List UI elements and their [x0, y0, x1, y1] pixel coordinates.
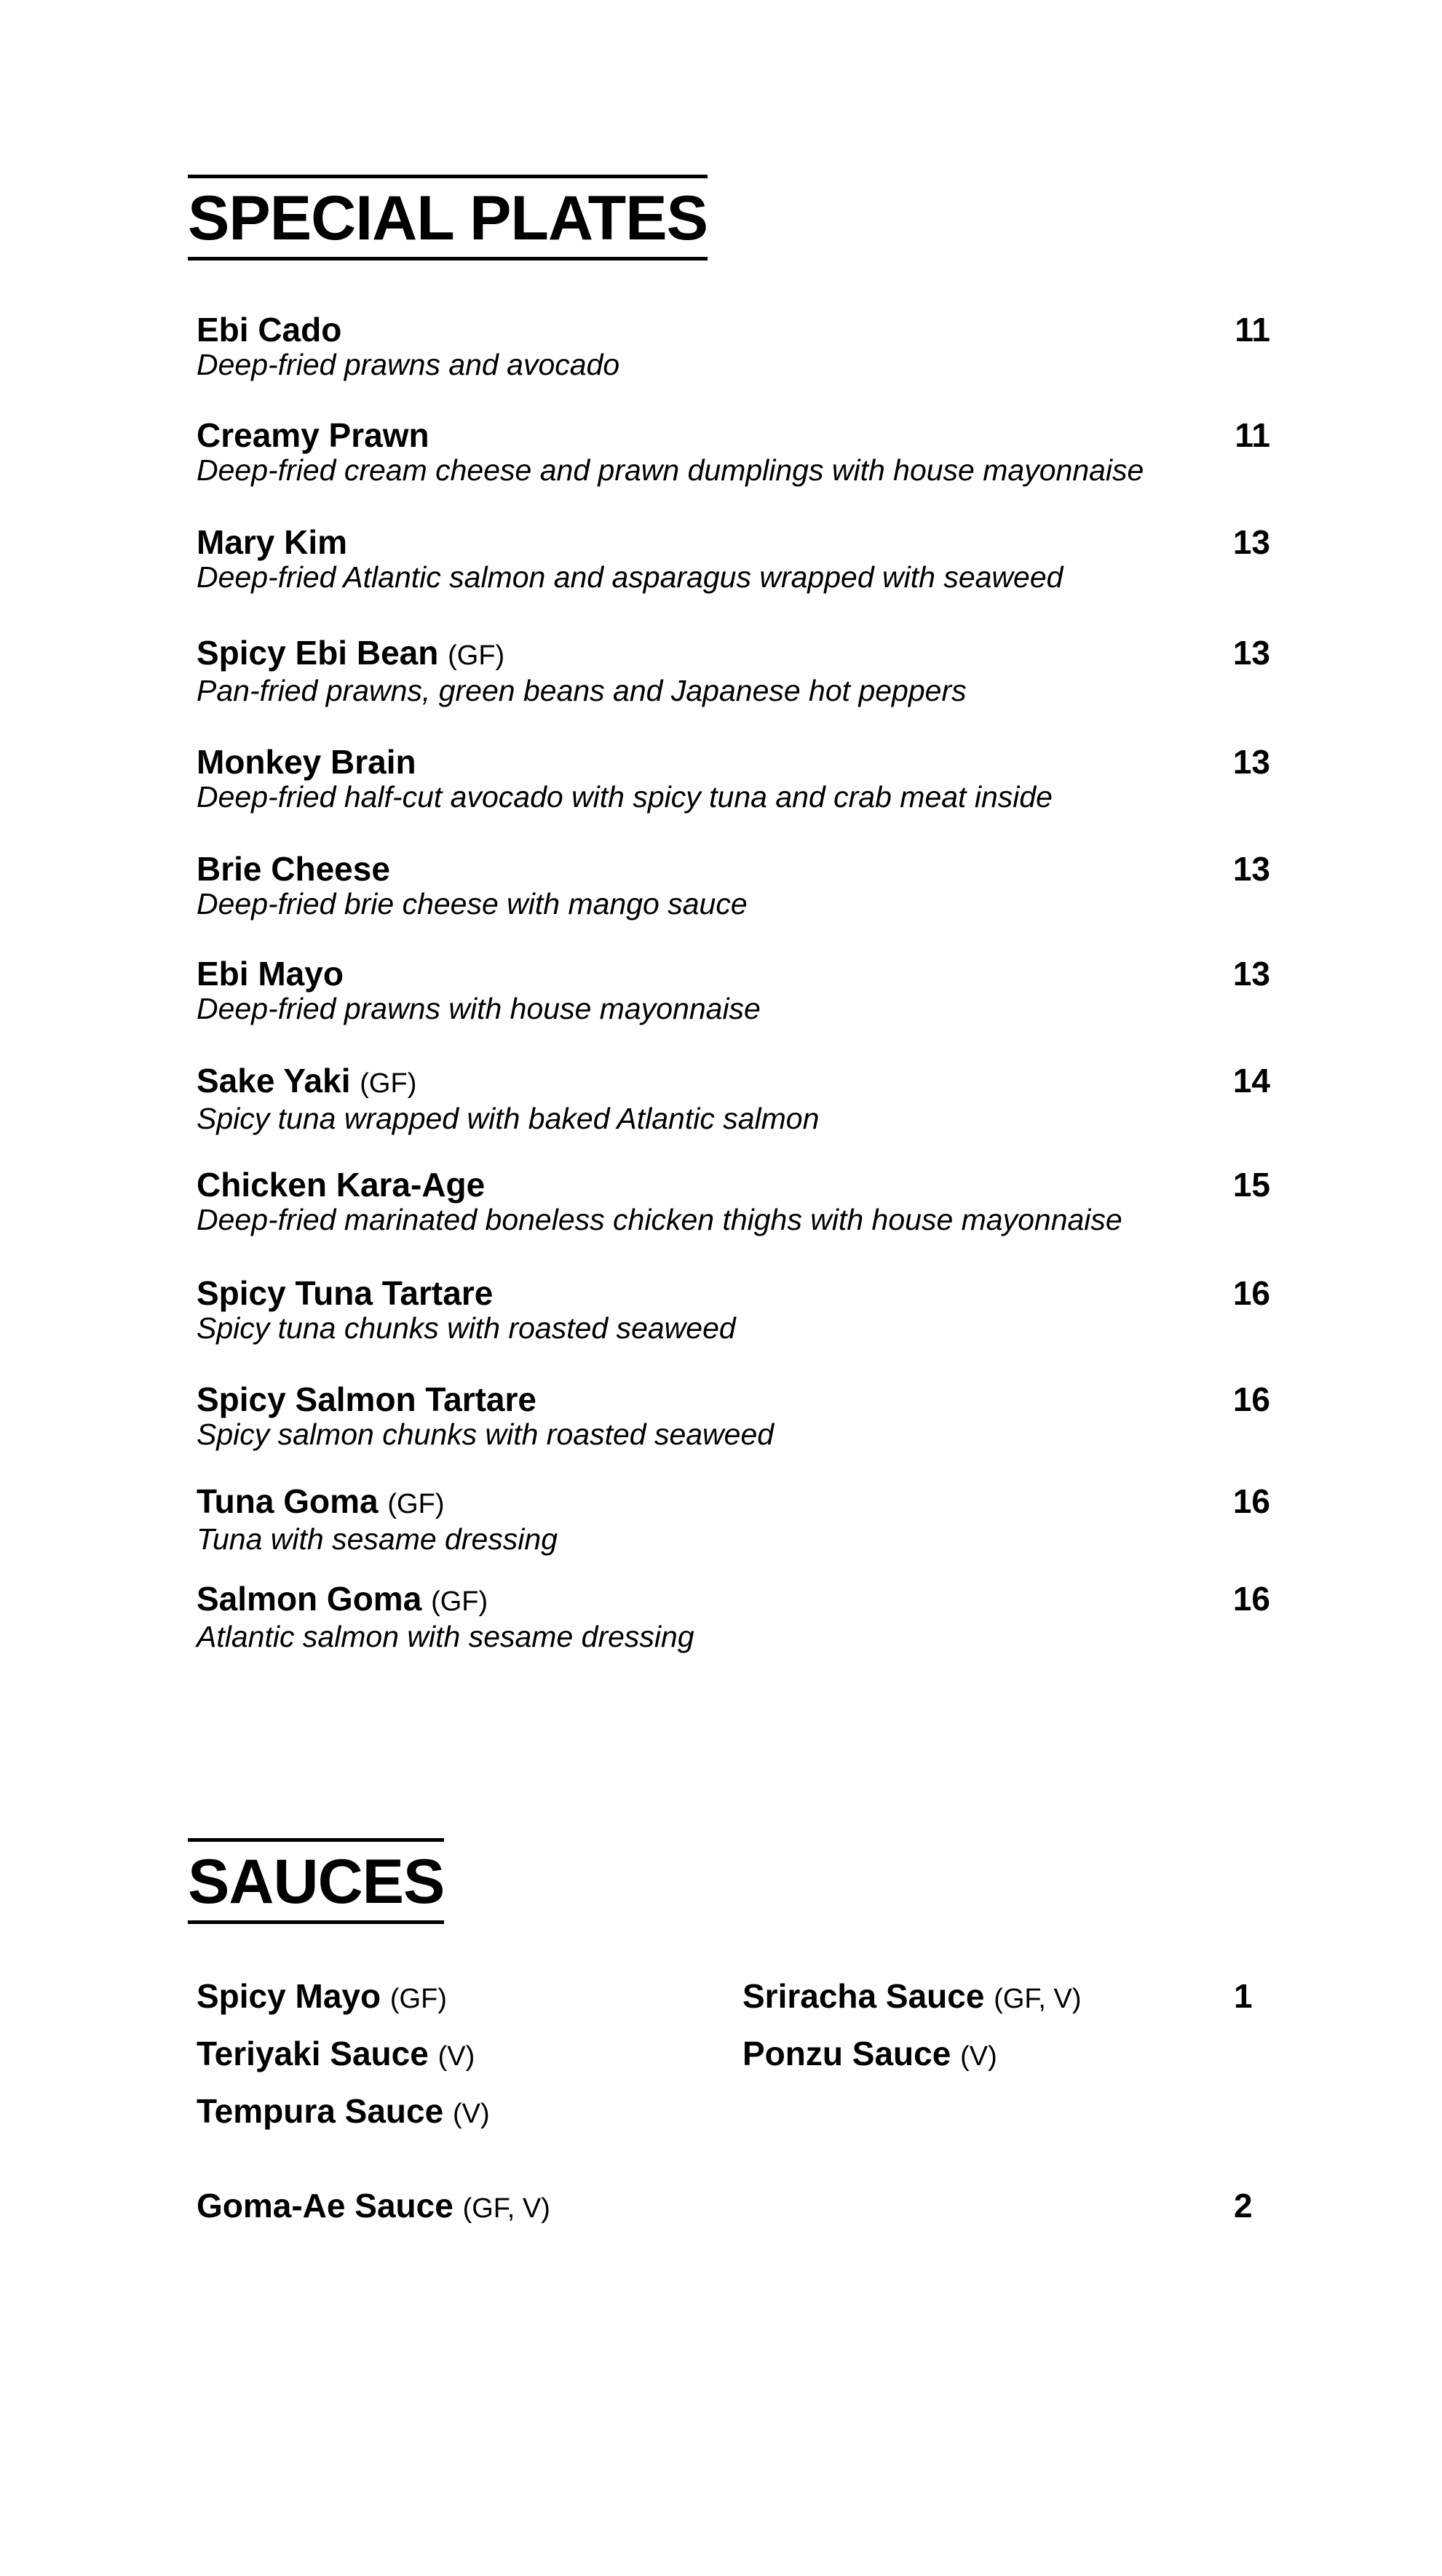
- item-description: Pan-fried prawns, green beans and Japanese hot peppers: [197, 674, 967, 707]
- item-name: Mary Kim: [197, 523, 348, 561]
- menu-item: [197, 955, 1270, 1025]
- sauce-name: Sriracha Sauce: [742, 1977, 985, 2015]
- menu-item: [197, 1483, 1270, 1556]
- sauce-item: [742, 2035, 997, 2075]
- menu-item: [197, 1062, 1270, 1135]
- item-name: Creamy Prawn: [197, 416, 429, 454]
- item-price: 14: [1232, 1062, 1270, 1100]
- menu-item: [197, 417, 1270, 487]
- item-description: Deep-fried prawns with house mayonnaise: [197, 992, 761, 1025]
- item-description: Deep-fried Atlantic salmon and asparagus wrapped with seaweed: [197, 560, 1063, 594]
- sauce-diet-tag: (V): [437, 2041, 475, 2072]
- menu-item: [197, 1166, 1270, 1236]
- menu-item: [197, 311, 1270, 381]
- sauce-name: Tempura Sauce: [197, 2092, 444, 2130]
- item-name: Spicy Ebi Bean: [197, 634, 439, 672]
- sauce-item: [197, 1978, 447, 2017]
- item-price: 16: [1232, 1274, 1270, 1312]
- item-price: 11: [1235, 416, 1270, 454]
- item-price: 13: [1232, 955, 1270, 993]
- item-name: Monkey Brain: [197, 743, 416, 781]
- item-price: 13: [1232, 634, 1270, 672]
- item-description: Spicy salmon chunks with roasted seaweed: [197, 1418, 775, 1451]
- special-plates-heading: SPECIAL PLATES: [188, 175, 708, 261]
- item-price: 16: [1232, 1380, 1270, 1418]
- sauce-diet-tag: (V): [960, 2041, 997, 2072]
- item-price: 16: [1232, 1482, 1270, 1520]
- menu-item: [197, 635, 1270, 707]
- sauce-diet-tag: (GF): [389, 1984, 447, 2014]
- item-description: Deep-fried prawns and avocado: [197, 348, 620, 381]
- menu-item: [197, 744, 1270, 814]
- item-diet-tag: (GF): [360, 1068, 417, 1099]
- item-price: 15: [1232, 1166, 1270, 1204]
- menu-item: [197, 1275, 1270, 1345]
- item-name: Spicy Tuna Tartare: [197, 1274, 494, 1312]
- item-description: Deep-fried cream cheese and prawn dumplings with house mayonnaise: [197, 453, 1144, 487]
- item-name: Chicken Kara-Age: [197, 1166, 486, 1204]
- item-price: 13: [1232, 850, 1270, 888]
- item-name: Brie Cheese: [197, 850, 390, 888]
- item-description: Deep-fried half-cut avocado with spicy tuna and crab meat inside: [197, 780, 1053, 814]
- item-description: Spicy tuna wrapped with baked Atlantic salmon: [197, 1102, 820, 1135]
- sauce-group-price: 2: [1234, 2187, 1253, 2225]
- item-diet-tag: (GF): [431, 1586, 488, 1617]
- sauce-diet-tag: (GF, V): [994, 1984, 1082, 2014]
- sauce-name: Teriyaki Sauce: [197, 2035, 429, 2072]
- sauces-heading: SAUCES: [188, 1838, 444, 1924]
- sauce-diet-tag: (GF, V): [462, 2193, 550, 2224]
- item-description: Tuna with sesame dressing: [197, 1522, 558, 1556]
- item-price: 16: [1232, 1580, 1270, 1618]
- menu-item: [197, 524, 1270, 594]
- item-price: 13: [1232, 743, 1270, 781]
- sauce-name: Spicy Mayo: [197, 1977, 381, 2015]
- item-name: Sake Yaki: [197, 1062, 351, 1100]
- menu-item: [197, 851, 1270, 921]
- item-name: Spicy Salmon Tartare: [197, 1380, 536, 1418]
- item-description: Atlantic salmon with sesame dressing: [197, 1620, 694, 1653]
- sauce-diet-tag: (V): [452, 2099, 490, 2129]
- item-price: 13: [1232, 523, 1270, 561]
- item-name: Tuna Goma: [197, 1482, 379, 1520]
- menu-item: [197, 1581, 1270, 1653]
- item-name: Ebi Mayo: [197, 955, 344, 993]
- sauce-name: Goma-Ae Sauce: [197, 2187, 453, 2225]
- item-price: 11: [1235, 311, 1270, 349]
- sauce-item: [197, 2187, 550, 2227]
- item-diet-tag: (GF): [387, 1489, 445, 1519]
- item-diet-tag: (GF): [448, 640, 505, 671]
- sauce-group-price: 1: [1234, 1977, 1253, 2015]
- item-description: Deep-fried marinated boneless chicken thighs with house mayonnaise: [197, 1203, 1122, 1236]
- item-description: Spicy tuna chunks with roasted seaweed: [197, 1311, 736, 1345]
- sauce-item: [742, 1978, 1082, 2017]
- sauce-name: Ponzu Sauce: [742, 2035, 951, 2072]
- item-name: Salmon Goma: [197, 1580, 422, 1618]
- item-description: Deep-fried brie cheese with mango sauce: [197, 887, 748, 921]
- item-name: Ebi Cado: [197, 311, 342, 349]
- menu-item: [197, 1381, 1270, 1451]
- sauce-item: [197, 2093, 490, 2132]
- sauce-item: [197, 2035, 475, 2075]
